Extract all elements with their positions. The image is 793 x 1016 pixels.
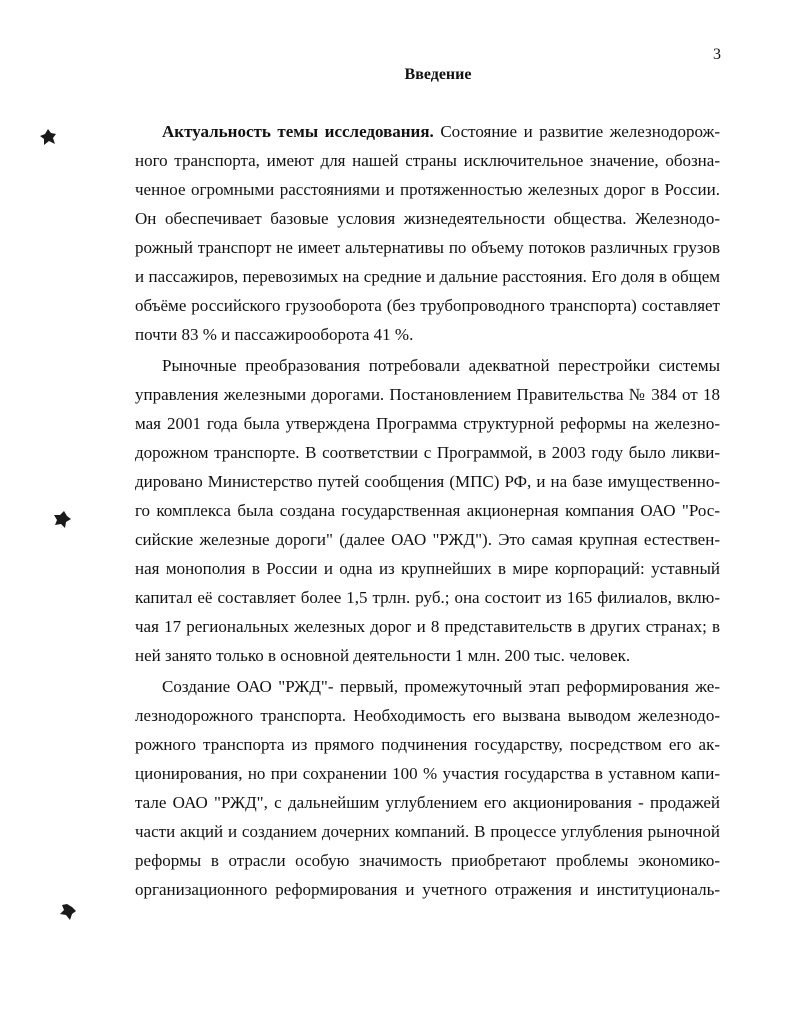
text-line: почти 83 % и пассажирооборота 41 %.: [135, 325, 414, 344]
text-line: объёме российского грузооборота (без трубопроводного транспорта) составляет: [135, 296, 720, 315]
text-line: ная монополия в России и одна из крупнейших в мире корпораций: уставный: [135, 559, 720, 578]
text-line: чая 17 региональных железных дорог и 8 представительств в других странах; в: [135, 617, 720, 636]
binding-hole-mark-icon: [52, 510, 72, 530]
text-line: организационного реформирования и учетного отражения и институциональ-: [135, 880, 720, 899]
text-line: тале ОАО "РЖД", с дальнейшим углублением его акционирования - продажей: [135, 793, 720, 812]
text-line: Он обеспечивает базовые условия жизнедеятельности общества. Железнодо-: [135, 209, 720, 228]
text-line: части акций и созданием дочерних компаний. В процессе углубления рыночной: [135, 822, 720, 841]
binding-hole-mark-icon: [38, 127, 58, 147]
text-line: мая 2001 года была утверждена Программа структурной реформы на железно-: [135, 414, 720, 433]
text-line: Рыночные преобразования потребовали адекватной перестройки системы: [162, 356, 720, 375]
text-line: ней занято только в основной деятельности 1 млн. 200 тыс. человек.: [135, 646, 631, 665]
text-line: ченное огромными расстояниями и протяженностью железных дорог в России.: [135, 180, 720, 199]
text-line: и пассажиров, перевозимых на средние и дальние расстояния. Его доля в общем: [135, 267, 720, 286]
lead-bold-phrase: Актуальность темы исследования.: [162, 122, 434, 141]
text-line: управления железными дорогами. Постановлением Правительства № 384 от 18: [135, 385, 720, 404]
text-line: ционирования, но при сохранении 100 % участия государства в уставном капи-: [135, 764, 720, 783]
text-line-content: Состояние и развитие железнодорож-: [433, 122, 720, 141]
text-line: дорожном транспорте. В соответствии с Программой, в 2003 году было ликви-: [135, 443, 720, 462]
text-line: лезнодорожного транспорта. Необходимость его вызвана выводом железнодо-: [135, 706, 720, 725]
binding-hole-mark-icon: [58, 902, 78, 922]
text-line: рожного транспорта из прямого подчинения государству, посредством его ак-: [135, 735, 720, 754]
text-line: сийские железные дороги" (далее ОАО "РЖД"). Это самая крупная естествен-: [135, 530, 720, 549]
text-line: Создание ОАО "РЖД"- первый, промежуточный этап реформирования же-: [162, 677, 720, 696]
page-number: 3: [713, 46, 721, 63]
text-line: рожный транспорт не имеет альтернативы по объему потоков различных грузов: [135, 238, 720, 257]
text-line: реформы в отрасли особую значимость приобретают проблемы экономико-: [135, 851, 720, 870]
page-title: Введение: [404, 66, 472, 83]
text-line: ного транспорта, имеют для нашей страны исключительное значение, обозна-: [135, 151, 720, 170]
body-text: [135, 117, 720, 904]
text-line: го комплекса была создана государственная акционерная компания ОАО "Рос-: [135, 501, 720, 520]
text-line: капитал её составляет более 1,5 трлн. руб.; она состоит из 165 филиалов, вклю-: [135, 588, 720, 607]
text-line: [135, 117, 720, 146]
text-line: дировано Министерство путей сообщения (МПС) РФ, и на базе имущественно-: [135, 472, 720, 491]
